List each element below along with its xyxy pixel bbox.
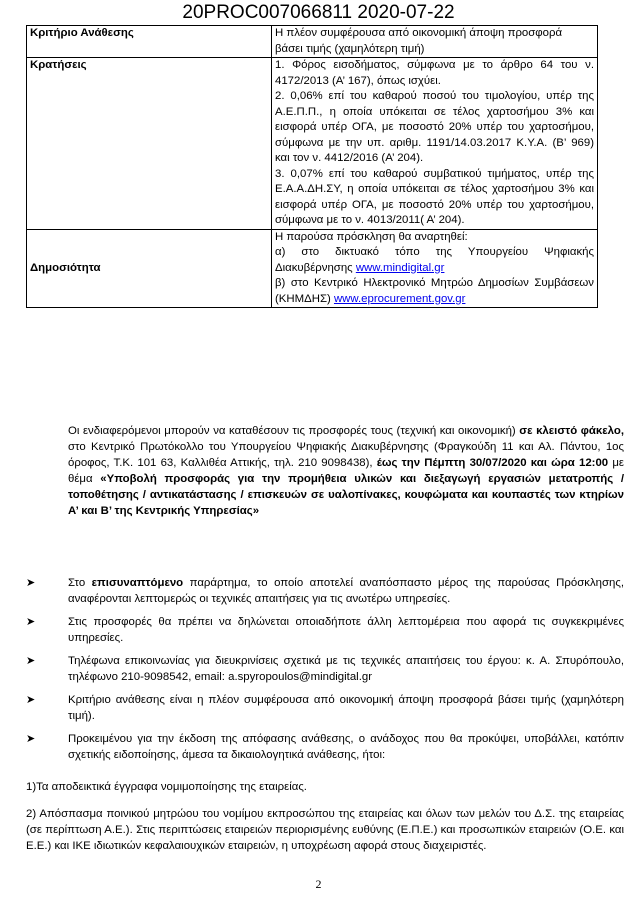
bullet-1-bold: επισυναπτόμενο [91, 577, 184, 589]
document-header: 20PROC007066811 2020-07-22 [182, 2, 455, 23]
withholdings-value [272, 58, 598, 230]
bullet-list [26, 575, 624, 770]
intro-bold-deadline: έως την Πέμπτη 30/07/2020 και ώρα 12:00 [376, 457, 609, 469]
page-number: 2 [315, 877, 322, 891]
withholdings-label: Κρατήσεις [27, 58, 272, 230]
arrow-bullet-icon: ➤ [26, 577, 36, 589]
award-line: βάσει τιμής (χαμηλότερη τιμή) [275, 42, 425, 55]
publicity-text-b: β) στο Κεντρικό Ηλεκτρονικό Μητρώο Δημοσίων Συμβάσεων (ΚΗΜΔΗΣ) [275, 277, 594, 305]
intro-bold-subject: «Υποβολή προσφοράς για την προμήθεια υλικών και διεξαγωγή εργασιών μετατροπής / τοποθέτησης / αντικατάστασης / επισκευών σε υαλοπίνακες, κουφώματα και κουπαστές των κτηρίων Α’ και Β’ της Κεντρικής Υπηρεσίας» [68, 473, 624, 517]
intro-text-2: στο Κεντρικό Πρωτόκολλο του Υπουργείου Ψηφιακής Διακυβέρνησης (Φραγκούδη 11 και Αλ. Πάντου, 1ος όροφος, Τ.Κ. 101 63, Καλλιθέα Αττικής, τηλ. 210 9098438), [68, 441, 624, 469]
arrow-bullet-icon: ➤ [26, 733, 36, 745]
bullet-4-text: Κριτήριο ανάθεσης είναι η πλέον συμφέρουσα από οικονομική άποψη προσφορά βάσει τιμής (χαμηλότερη τιμή). [68, 694, 624, 722]
bullet-5-text: Προκειμένου για την έκδοση της απόφασης ανάθεσης, ο ανάδοχος που θα προκύψει, υποβάλλει, κατόπιν σχετικής ειδοποίησης, άμεσα τα δικαιολογητικά ανάθεσης, ήτοι: [68, 733, 624, 761]
list-item [26, 575, 624, 607]
info-table [26, 25, 598, 308]
table-row [27, 26, 598, 58]
arrow-bullet-icon: ➤ [26, 655, 36, 667]
intro-paragraph [68, 423, 624, 519]
publicity-text-a: α) στο δικτυακό τόπο της Υπουργείου Ψηφιακής Διακυβέρνησης [275, 246, 594, 274]
table-row [27, 229, 598, 308]
eprocurement-link[interactable]: www.eprocurement.gov.gr [333, 292, 466, 305]
publicity-line-1: Η παρούσα πρόσκληση θα αναρτηθεί: [275, 230, 468, 243]
arrow-bullet-icon: ➤ [26, 616, 36, 628]
award-criterion-value [272, 26, 598, 58]
intro-bold-1: σε κλειστό φάκελο, [519, 425, 624, 437]
list-item [26, 692, 624, 724]
bullet-1-text-b: παράρτημα, το οποίο αποτελεί αναπόσπαστο μέρος της παρούσας Πρόσκλησης, αναφέρονται λεπτομερώς οι τεχνικές απαιτήσεις για τις ανωτέρω υπηρεσίες. [68, 577, 624, 605]
mindigital-link[interactable]: www.mindigital.gr [355, 261, 445, 274]
document-item-1: 1)Τα αποδεικτικά έγγραφα νομιμοποίησης της εταιρείας. [26, 781, 307, 793]
intro-text-1: Οι ενδιαφερόμενοι μπορούν να καταθέσουν τις προσφορές τους (τεχνική και οικονομική) [68, 425, 520, 437]
award-criterion-label: Κριτήριο Ανάθεσης [27, 26, 272, 58]
bullet-3-text: Τηλέφωνα επικοινωνίας για διευκρινίσεις σχετικά με τις τεχνικές απαιτήσεις του έργου: κ. Α. Σπυρόπουλο, τηλέφωνο 210-9098542, email: a.spyropoulos@mindigital.gr [68, 655, 624, 683]
intro-text-3: με θέμα [68, 457, 625, 485]
arrow-bullet-icon: ➤ [26, 694, 36, 706]
publicity-line-3 [275, 276, 594, 307]
list-item [26, 653, 624, 685]
publicity-line-2 [275, 245, 594, 276]
bullet-2-text: Στις προσφορές θα πρέπει να δηλώνεται οποιαδήποτε άλλη λεπτομέρεια που αφορά τις συγκεκριμένες υπηρεσίες. [68, 616, 624, 644]
bullet-1-text-a: Στο [68, 577, 92, 589]
withholding-item-1: 1. Φόρος εισοδήματος, σύμφωνα με το άρθρο 64 του ν. 4172/2013 (Α’ 167), όπως ισχύει. [275, 59, 594, 87]
publicity-value [272, 229, 598, 308]
document-item-2: 2) Απόσπασμα ποινικού μητρώου του νομίμου εκπροσώπου της εταιρείας και όλων των μελών του Δ.Σ. της εταιρείας (σε περίπτωση Α.Ε.). Στις περιπτώσεις εταιρειών περιορισμένης ευθύνης (Ε.Π.Ε.) και προσωπικών εταιρειών (Ο.Ε. και Ε.Ε.) και ΙΚΕ ιδιωτικών κεφαλαιουχικών εταιρειών, η υποχρέωση αφορά στους διαχειριστές. [26, 808, 624, 852]
withholding-item-3: 3. 0,07% επί του καθαρού συμβατικού τιμήματος, υπέρ της Ε.Α.Α.ΔΗ.ΣΥ, η οποία υπόκειται σε τέλος χαρτοσήμου 3% και εισφορά υπέρ ΟΓΑ, με ποσοστό 20% υπέρ του χαρτοσήμου, σύμφωνα με το ν. 4013/2011( Α’ 204). [275, 167, 594, 226]
award-line: Η πλέον συμφέρουσα από οικονομική άποψη προσφορά [275, 27, 563, 39]
list-item [26, 731, 624, 763]
list-item [26, 614, 624, 646]
withholding-item-2: 2. 0,06% επί του καθαρού ποσού του τιμολογίου, υπέρ της Α.Ε.Π.Π., η οποία υπόκειται σε τέλος χαρτοσήμου 3% και εισφορά υπέρ ΟΓΑ, με ποσοστό 20% υπέρ του χαρτοσήμου, σύμφωνα με την υπ. αριθμ. 1191/14.03.2017 Κ.Υ.Α. (Β’ 969) και τον ν. 4412/2016 (Α’ 204). [275, 90, 594, 164]
table-row [27, 58, 598, 230]
publicity-label: Δημοσιότητα [27, 229, 272, 308]
